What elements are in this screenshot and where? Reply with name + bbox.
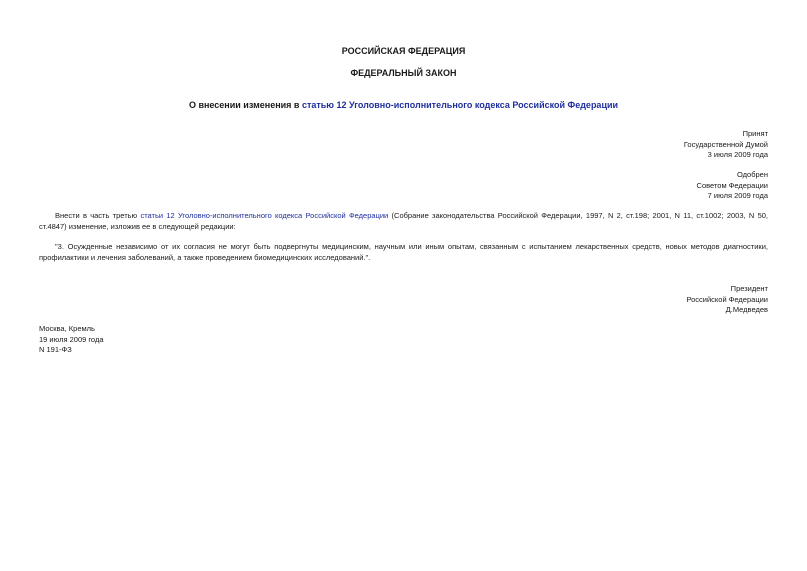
signing-date: 19 июля 2009 года bbox=[39, 334, 104, 344]
country-heading: РОССИЙСКАЯ ФЕДЕРАЦИЯ bbox=[341, 46, 466, 56]
approved-block bbox=[468, 170, 768, 202]
signer-organization: Российской Федерации bbox=[686, 294, 768, 304]
law-number: N 191-ФЗ bbox=[39, 345, 72, 354]
adopted-date: 3 июля 2009 года bbox=[707, 150, 768, 159]
intro-suffix: (Собрание законодательства Российской Федерации, 1997, N 2, ст.198; 2001, N 11, ст.1002; 2003, N 50, ст.4847) изменение, изложив ее в следующей редакции: bbox=[39, 211, 768, 231]
adopted-block bbox=[468, 129, 768, 161]
adopted-body: Государственной Думой bbox=[683, 139, 768, 149]
adopted-label: Принят bbox=[742, 129, 768, 138]
law-title-prefix: О внесении изменения в bbox=[188, 100, 302, 110]
law-title-article-link[interactable]: статью 12 Уголовно-исполнительного кодекса Российской Федерации bbox=[301, 100, 619, 110]
signer-title: Президент bbox=[730, 284, 768, 293]
signature-block bbox=[468, 284, 768, 316]
approved-date: 7 июля 2009 года bbox=[707, 191, 768, 200]
law-type-heading: ФЕДЕРАЛЬНЫЙ ЗАКОН bbox=[350, 68, 457, 78]
amendment-text: "3. Осужденные независимо от их согласия не могут быть подвергнуты медицинским, научным или иным опытам, связанным с испытанием лекарственных средств, новых методов диагностики, профилактики и лечения заболеваний, а также проведением биомедицинских исследований.". bbox=[39, 242, 768, 262]
place-date-block bbox=[39, 324, 104, 356]
approved-label: Одобрен bbox=[737, 170, 768, 179]
intro-paragraph bbox=[39, 211, 768, 232]
approved-body: Советом Федерации bbox=[696, 180, 768, 190]
signer-name: Д.Медведев bbox=[725, 305, 768, 314]
signing-place: Москва, Кремль bbox=[39, 324, 95, 333]
law-title bbox=[0, 100, 807, 111]
intro-article-link[interactable]: статьи 12 Уголовно-исполнительного кодекса Российской Федерации bbox=[140, 211, 389, 220]
intro-prefix: Внести в часть третью bbox=[55, 211, 141, 220]
